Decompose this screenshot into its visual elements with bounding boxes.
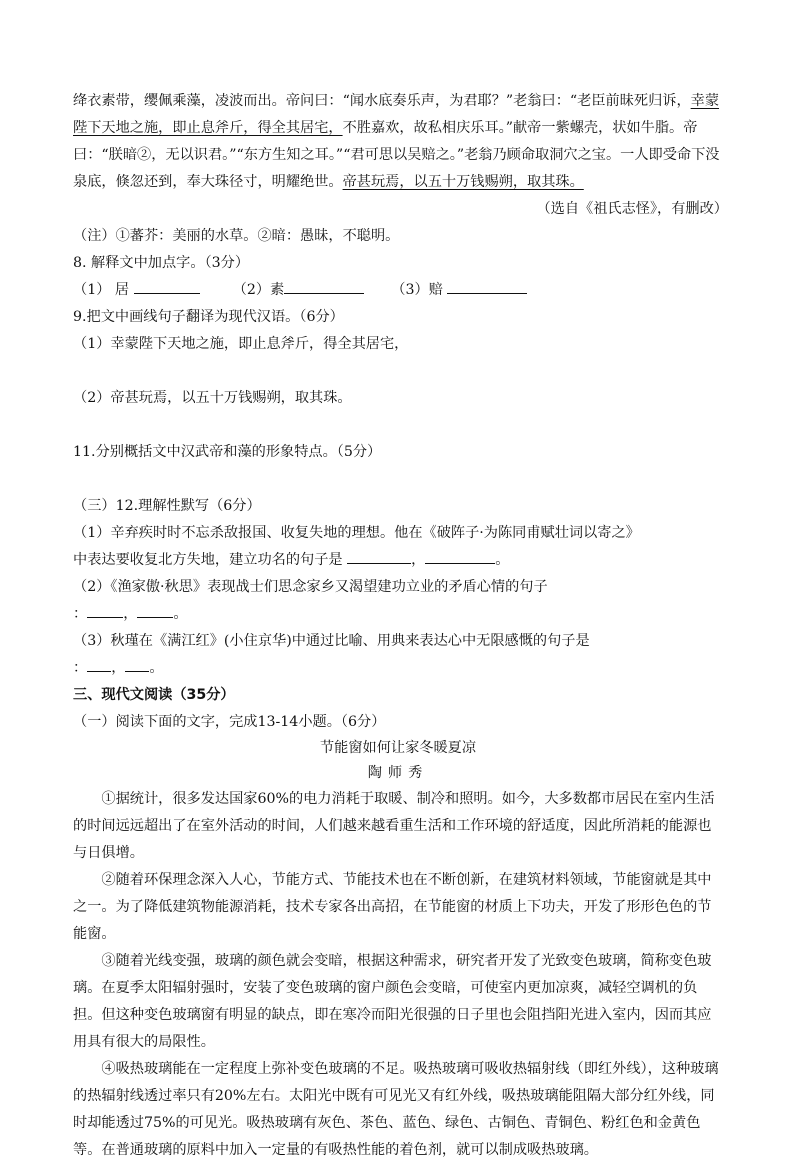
q12-end: 。 [173, 606, 188, 622]
section-3-subtitle: （一）阅读下面的文字，完成13-14小题。（6分） [73, 714, 386, 730]
q12-text: 中表达要收复北方失地，建立功名的句子是 [73, 552, 343, 568]
question-11-stem: 11.分别概括文中汉武帝和藻的形象特点。（5分） [73, 444, 382, 460]
q12-part-2-line-2 [73, 601, 723, 628]
answer-blank[interactable] [125, 657, 149, 672]
q12-part-3-line-1: （3）秋瑾在《满江红》(小住京华)中通过比喻、用典来表达心中无限感慨的句子是 [73, 633, 590, 649]
q12-end: 。 [495, 552, 510, 568]
answer-blank[interactable] [447, 279, 527, 294]
article-paragraph-1: ①据统计，很多发达国家60%的电力消耗于取暖、制冷和照明。如今，大多数都市居民在室内生活的时间远远超出了在室外活动的时间，人们越来越看重生活和工作环境的舒适度，因此所消耗的能源也与日俱增。 [73, 791, 715, 861]
article-title: 节能窗如何让家冬暖夏凉 [319, 740, 477, 756]
question-9-sentence-1: （1）幸蒙陛下天地之施，即止息斧斤，得全其居宅， [73, 336, 409, 352]
q12-sep: ， [111, 660, 126, 676]
article-paragraph-2: ②随着环保理念深入人心，节能方式、节能技术也在不断创新，在建筑材料领域，节能窗就是其中之一。为了降低建筑物能源消耗，技术专家各出高招，在节能窗的材质上下功夫，开发了形形色色的节能窗。 [73, 872, 712, 942]
passage-source: （选自《祖氏志怪》，有删改） [536, 201, 728, 217]
q12-text: ： [73, 606, 88, 622]
q12-text: ： [73, 660, 88, 676]
answer-blank[interactable] [284, 279, 364, 294]
passage-text: 不胜嘉欢，故私相庆乐耳。”献帝一紫螺壳，状如牛脂。帝曰：“朕暗②，无以识君。”“东方生知之耳。”“君可思以吴赔之。”老翁乃顾命取洞穴之宝。一人即受命下没泉底，倏忽还到，奉大珠径寸，明耀绝世。 [73, 120, 720, 190]
underlined-sentence-2: 帝甚玩焉，以五十万钱赐朔，取其珠。 [342, 174, 584, 190]
q8-item-2: （2）素 [232, 282, 285, 298]
answer-blank[interactable] [87, 603, 123, 618]
q8-item-3: （3）赔 [391, 282, 443, 298]
answer-blank[interactable] [137, 603, 173, 618]
question-8-stem: 8. 解释文中加点字。（3分） [73, 255, 250, 271]
q12-sep: ， [123, 606, 138, 622]
q8-item-1: （1） 居 [73, 282, 130, 298]
question-9-sentence-2: （2）帝甚玩焉，以五十万钱赐朔，取其珠。 [73, 390, 352, 406]
question-12-stem: （三）12.理解性默写（6分） [73, 498, 261, 514]
classical-passage [73, 88, 723, 196]
q12-end: 。 [149, 660, 164, 676]
answer-blank[interactable] [134, 279, 200, 294]
answer-blank[interactable] [425, 549, 495, 564]
q12-part-3-line-2 [73, 655, 723, 682]
q12-sep: ， [411, 552, 426, 568]
q12-part-1-line-1: （1）辛弃疾时时不忘杀敌报国、收复失地的理想。他在《破阵子·为陈同甫赋壮词以寄之》 [73, 525, 640, 541]
section-3-title: 三、现代文阅读（35分） [73, 687, 235, 703]
q12-part-2-line-1: （2）《渔家傲·秋思》表现战士们思念家乡又渴望建功立业的矛盾心情的句子 [73, 579, 548, 595]
article-paragraph-3: ③随着光线变强，玻璃的颜色就会变暗，根据这种需求，研究者开发了光致变色玻璃，简称变色玻璃。在夏季太阳辐射强时，安装了变色玻璃的窗户颜色会变暗，可使室内更加凉爽，减轻空调机的负担。但这种变色玻璃窗有明显的缺点，即在寒冷而阳光很强的日子里也会阻挡阳光进入室内，因而其应用具有很大的局限性。 [73, 953, 712, 1050]
question-8-items [73, 277, 723, 304]
document-page [73, 88, 728, 1164]
q12-part-1-line-2 [73, 547, 723, 574]
question-9-stem: 9.把文中画线句子翻译为现代汉语。（6分） [73, 309, 344, 325]
article-author: 陶师秀 [367, 765, 429, 781]
answer-blank[interactable] [347, 549, 411, 564]
answer-blank[interactable] [87, 657, 111, 672]
article-paragraph-4: ④吸热玻璃能在一定程度上弥补变色玻璃的不足。吸热玻璃可吸收热辐射线（即红外线），这种玻璃的热辐射线透过率只有20%左右。太阳光中既有可见光又有红外线，吸热玻璃能阻隔大部分红外线，同时却能透过75%的可见光。吸热玻璃有灰色、茶色、蓝色、绿色、古铜色、青铜色、粉红色和金黄色等。在普通玻璃的原料中加入一定量的有吸热性能的着色剂，就可以制成吸热玻璃。 [73, 1061, 719, 1158]
underlined-sentence-1: 幸蒙陛下天地之施，即止息斧斤，得全其居宅， [73, 93, 720, 136]
passage-text: 绛衣素带，缨佩乘藻，凌波而出。帝问曰：“闻水底奏乐声，为君耶？”老翁曰：“老臣前昧死归诉， [73, 93, 691, 109]
passage-note: （注）①蕃芥：美丽的水草。②暗：愚昧，不聪明。 [73, 228, 400, 244]
